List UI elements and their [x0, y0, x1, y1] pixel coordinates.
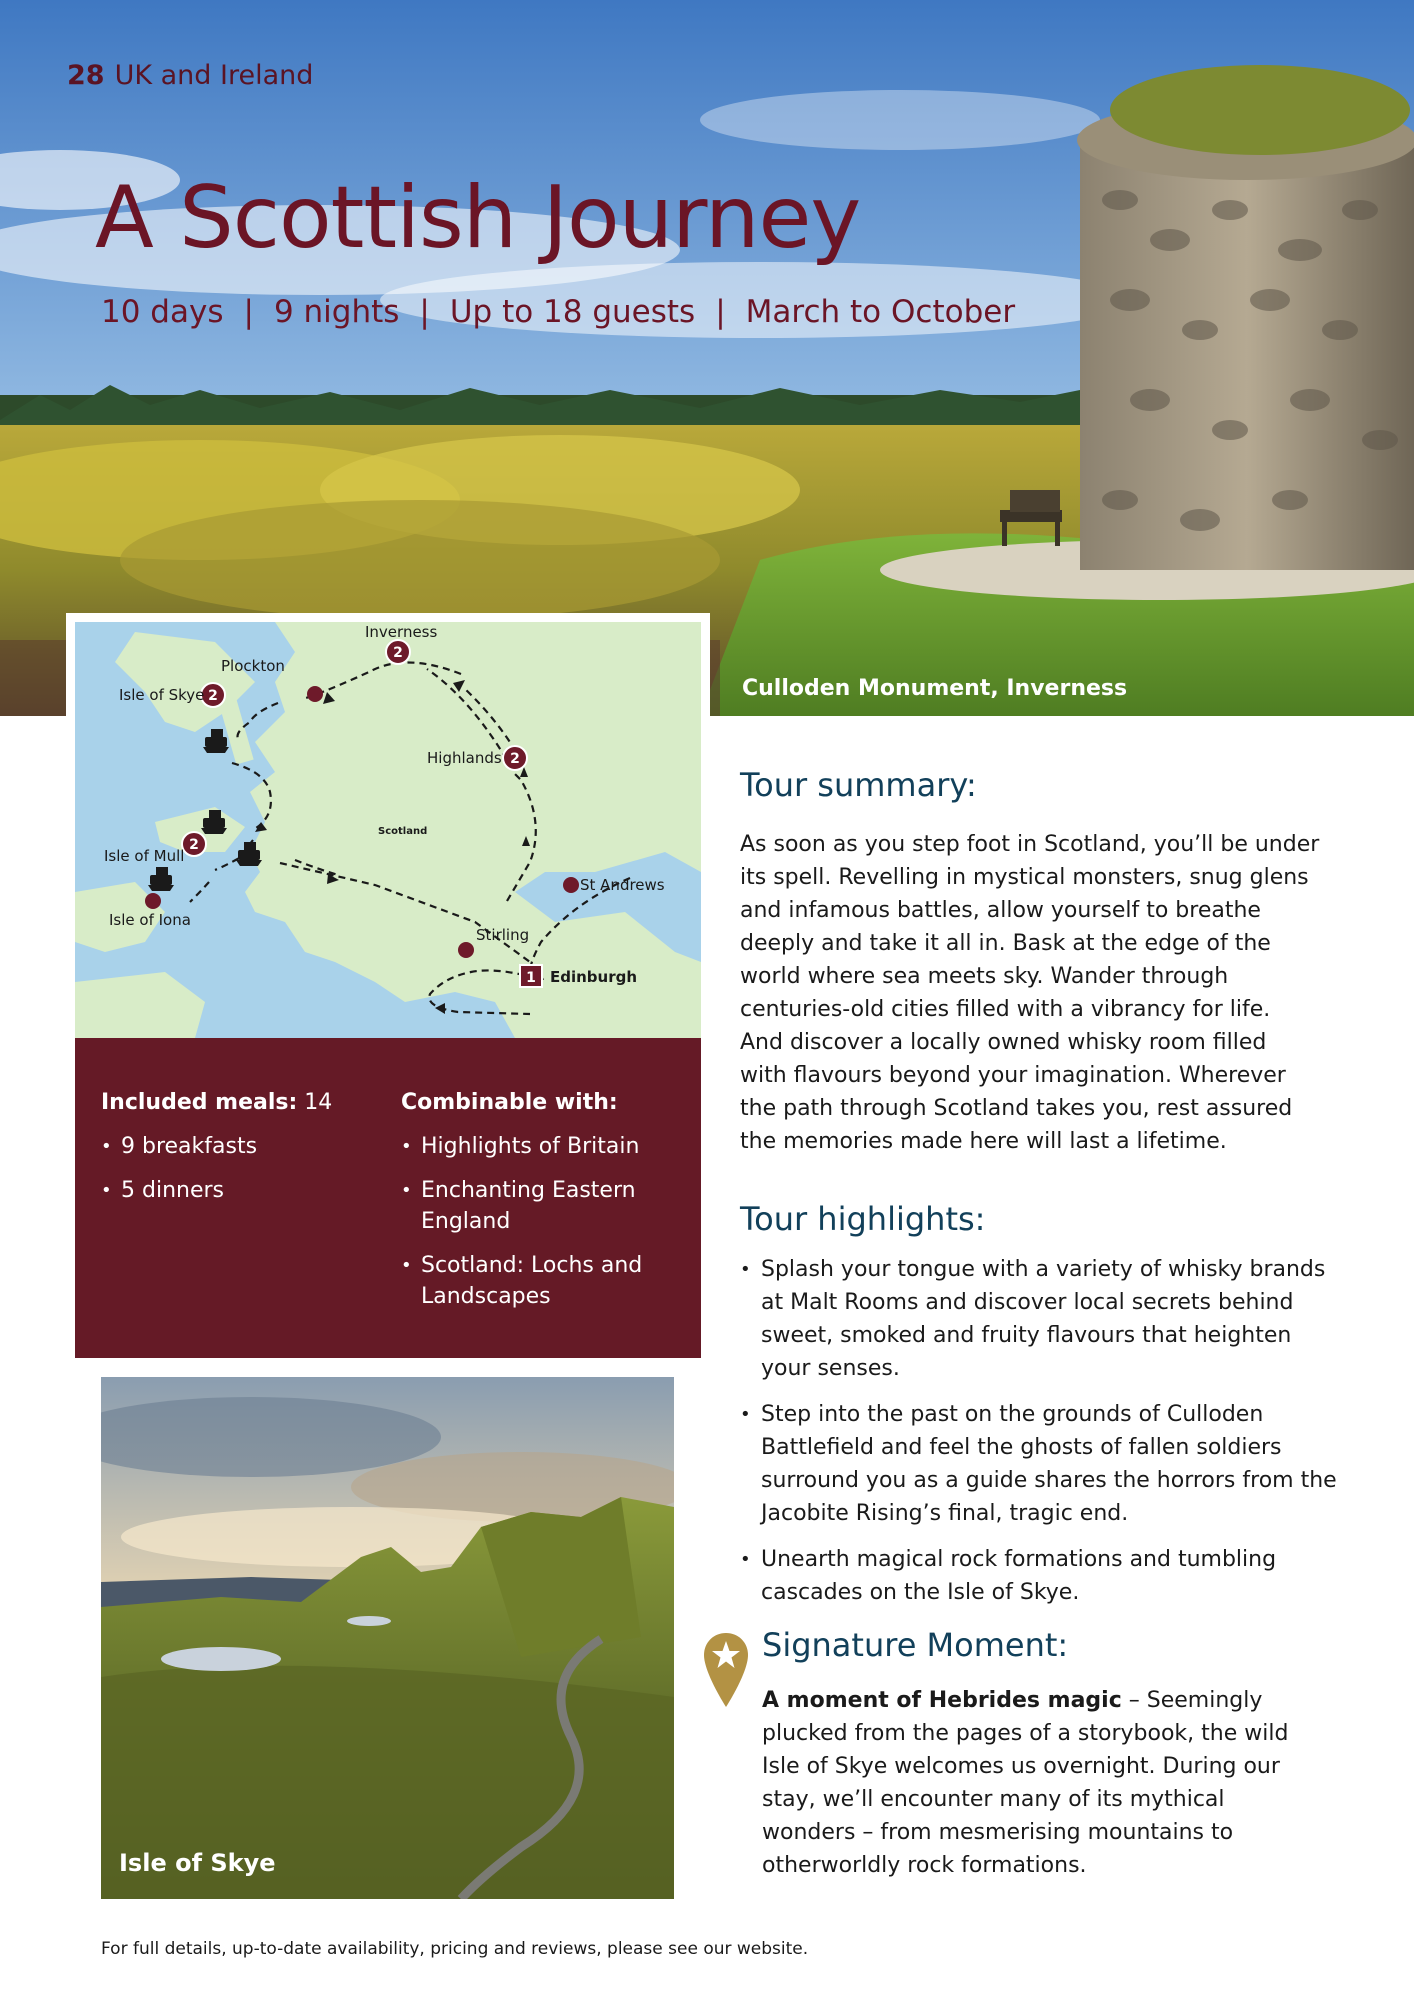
tour-highlights-list [740, 1253, 1340, 1622]
page-reference [67, 60, 313, 91]
map-label-inverness: Inverness [365, 623, 438, 641]
svg-text:2: 2 [393, 645, 403, 661]
list-item: • 9 breakfasts [101, 1131, 361, 1162]
map-stop-marker [458, 942, 474, 958]
map-region-label: Scotland [378, 826, 428, 837]
map-label-isle-of-mull: Isle of Mull [104, 847, 185, 865]
included-meals-label: Included meals: [101, 1090, 298, 1115]
combinable-list [401, 1131, 681, 1312]
map-label-edinburgh: Edinburgh [550, 968, 638, 986]
tour-info-box [75, 1038, 701, 1358]
signature-moment-text [762, 1684, 1302, 1882]
map-label-st-andrews: St Andrews [580, 876, 665, 894]
page-number: 28 [67, 60, 105, 91]
signature-moment-body: – Seemingly plucked from the pages of a storybook, the wild Isle of Skye welcomes us overnight. During our stay, we’ll encounter many of its mythical wonders – from mesmerising mountains to otherworldly rock formations. [762, 1688, 1289, 1878]
list-item: • Scotland: Lochs and Landscapes [401, 1250, 681, 1312]
nights-badge [182, 832, 206, 856]
meals-list [101, 1131, 361, 1206]
list-item: • Step into the past on the grounds of Culloden Battlefield and feel the ghosts of fallen soldiers surround you as a guide shares the horrors from the Jacobite Rising’s final, tragic end. [740, 1398, 1340, 1530]
nights-badge [503, 746, 527, 770]
map-stop-marker [307, 686, 323, 702]
combinable-tours [401, 1090, 681, 1325]
map-label-isle-of-iona: Isle of Iona [109, 911, 191, 929]
map-label-stirling: Stirling [476, 926, 530, 944]
svg-text:2: 2 [189, 837, 199, 853]
tour-summary-heading: Tour summary: [740, 766, 977, 804]
included-meals-count: 14 [304, 1090, 333, 1115]
skye-landscape-image [101, 1377, 674, 1899]
skye-photo-caption: Isle of Skye [119, 1849, 276, 1877]
included-meals-heading [101, 1090, 361, 1115]
list-item: • Enchanting Eastern England [401, 1175, 681, 1237]
map-stop-marker [563, 877, 579, 893]
hero-photo-caption: Culloden Monument, Inverness [742, 676, 1128, 701]
nights-badge [201, 683, 225, 707]
route-map [75, 622, 701, 1038]
page-title: A Scottish Journey [95, 168, 861, 268]
map-stop-marker [145, 893, 161, 909]
fact-guests: Up to 18 guests [449, 294, 696, 330]
list-item: • Highlights of Britain [401, 1131, 681, 1162]
tour-summary-text: As soon as you step foot in Scotland, you’ll be under its spell. Revelling in mystical monsters, snug glens and infamous battles, allow yourself to breathe deeply and take it all in. Bask at the edge of the world where sea meets sky. Wander through centuries-old cities filled with a vibrancy for life. And discover a locally owned whisky room filled with flavours beyond your imagination. Wherever the path through Scotland takes you, rest assured the memories made here will last a lifetime. [740, 832, 1320, 1154]
route-map-frame [66, 613, 710, 1038]
fact-season: March to October [745, 294, 1016, 330]
fact-nights: 9 nights [273, 294, 400, 330]
svg-text:2: 2 [510, 751, 520, 767]
fact-duration-days: 10 days [101, 294, 224, 330]
combinable-label: Combinable with: [401, 1090, 618, 1115]
fact-separator: | [419, 294, 430, 330]
list-item: • 5 dinners [101, 1175, 361, 1206]
hero-photo [0, 0, 1414, 716]
included-meals [101, 1090, 361, 1219]
tour-highlights-heading: Tour highlights: [740, 1200, 986, 1238]
section-name: UK and Ireland [114, 60, 314, 91]
svg-text:2: 2 [208, 688, 218, 704]
tour-facts [101, 294, 1015, 330]
signature-moment-lead: A moment of Hebrides magic [762, 1688, 1122, 1713]
map-label-plockton: Plockton [221, 657, 285, 675]
svg-text:1: 1 [526, 970, 536, 986]
star-map-pin-icon [702, 1631, 750, 1709]
list-item: • Splash your tongue with a variety of whisky brands at Malt Rooms and discover local secrets behind sweet, smoked and fruity flavours that heighten your senses. [740, 1253, 1340, 1385]
footer-note: For full details, up-to-date availability, pricing and reviews, please see our website. [101, 1939, 809, 1959]
list-item: • Unearth magical rock formations and tumbling cascades on the Isle of Skye. [740, 1543, 1340, 1609]
fact-separator: | [243, 294, 254, 330]
map-label-highlands: Highlands [427, 749, 502, 767]
nights-badge [520, 965, 542, 987]
signature-moment-heading: Signature Moment: [762, 1626, 1069, 1664]
nights-badge [386, 640, 410, 664]
combinable-heading [401, 1090, 681, 1115]
isle-of-skye-photo [101, 1377, 674, 1899]
culloden-landscape-image [0, 0, 1414, 716]
fact-separator: | [715, 294, 726, 330]
map-label-isle-of-skye: Isle of Skye [119, 686, 205, 704]
